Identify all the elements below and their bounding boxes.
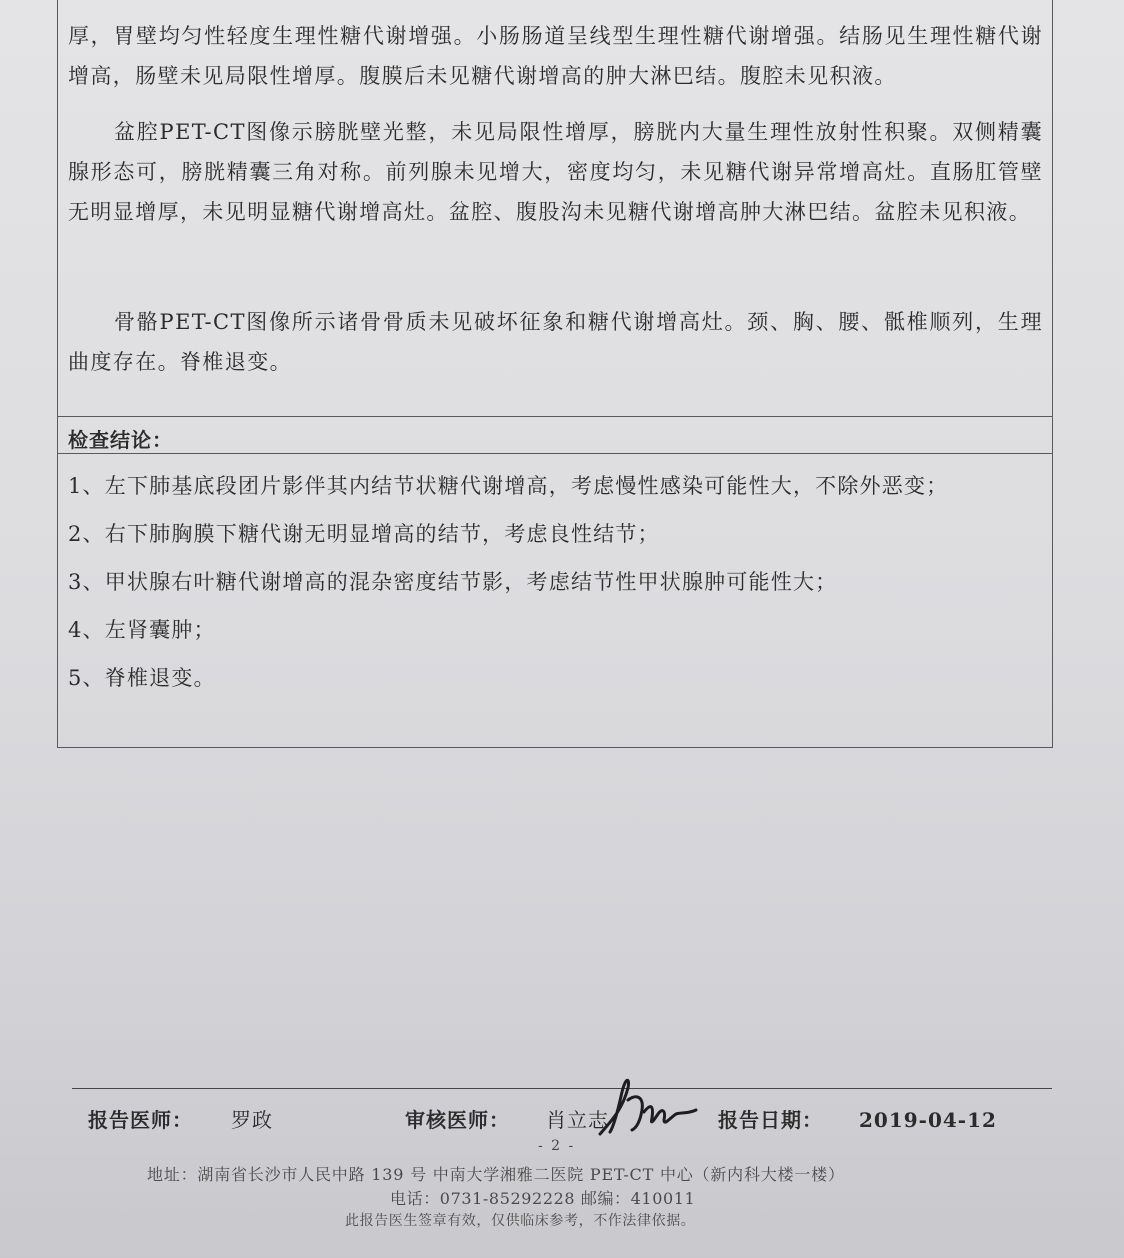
review-doctor — [405, 1104, 609, 1133]
report-doctor-label: 报告医师： — [88, 1108, 193, 1132]
conclusion-item: 1、左下肺基底段团片影伴其内结节状糖代谢增高，考虑慢性感染可能性大，不除外恶变； — [68, 474, 949, 498]
report-doctor-name: 罗政 — [231, 1108, 273, 1132]
findings-abdomen-paragraph: 厚，胃壁均匀性轻度生理性糖代谢增强。小肠肠道呈线型生理性糖代谢增强。结肠见生理性糖代谢增高，肠壁未见局限性增厚。腹膜后未见糖代谢增高的肿大淋巴结。腹腔未见积液。 — [68, 24, 1043, 88]
handwritten-signature — [592, 1070, 702, 1150]
findings-pelvis-paragraph: 盆腔PET-CT图像示膀胱壁光整，未见局限性增厚，膀胱内大量生理性放射性积聚。双侧精囊腺形态可，膀胱精囊三角对称。前列腺未见增大，密度均匀，未见糖代谢异常增高灶。直肠肛管壁无明显增厚，未见明显糖代谢增高灶。盆腔、腹股沟未见糖代谢增高肿大淋巴结。盆腔未见积液。 — [68, 120, 1043, 224]
report-doctor — [88, 1104, 273, 1133]
findings-bone-paragraph: 骨骼PET-CT图像所示诸骨骨质未见破坏征象和糖代谢增高灶。颈、胸、腰、骶椎顺列，生理曲度存在。脊椎退变。 — [68, 310, 1043, 374]
hospital-address: 地址：湖南省长沙市人民中路 139 号 中南大学湘雅二医院 PET-CT 中心（新内科大楼一楼） — [147, 1165, 845, 1184]
page-number: - 2 - — [538, 1138, 576, 1154]
report-date — [718, 1104, 997, 1133]
conclusion-item: 3、甲状腺右叶糖代谢增高的混杂密度结节影，考虑结节性甲状腺肿可能性大； — [68, 570, 838, 594]
conclusion-title: 检查结论： — [68, 428, 173, 452]
conclusion-item: 5、脊椎退变。 — [68, 666, 216, 690]
report-date-label: 报告日期： — [718, 1108, 823, 1132]
footer-divider — [72, 1088, 1052, 1089]
review-doctor-label: 审核医师： — [405, 1108, 510, 1132]
review-doctor-name: 肖立志 — [546, 1108, 609, 1132]
conclusion-item: 4、左肾囊肿； — [68, 618, 216, 642]
conclusion-list — [68, 466, 948, 706]
hospital-contact: 电话：0731-85292228 邮编：410011 — [390, 1189, 696, 1208]
conclusion-header — [57, 417, 1053, 454]
conclusion-item: 2、右下肺胸膜下糖代谢无明显增高的结节，考虑良性结节； — [68, 522, 660, 546]
report-date-value: 2019-04-12 — [859, 1108, 997, 1132]
report-disclaimer: 此报告医生签章有效，仅供临床参考，不作法律依据。 — [345, 1213, 696, 1229]
